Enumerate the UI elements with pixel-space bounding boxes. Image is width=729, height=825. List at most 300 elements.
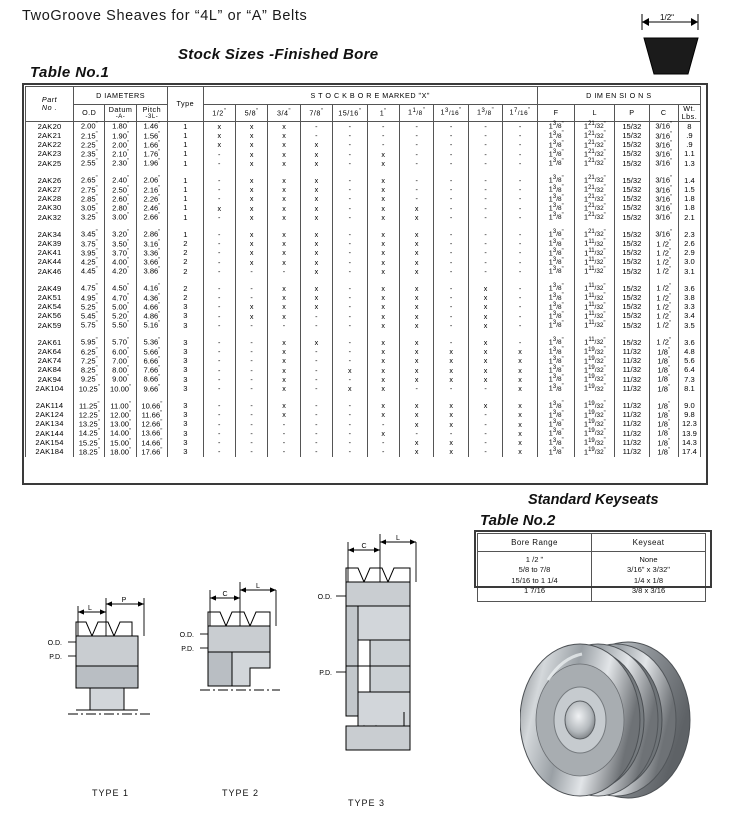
- cell-bore-9: -: [503, 258, 538, 267]
- cell-bore-9: -: [503, 239, 538, 248]
- cell-bore-5: x: [367, 204, 399, 213]
- col-header-bore-9: $1^7/16^ʺ$: [503, 105, 538, 122]
- cell-bore-3: x: [300, 303, 332, 312]
- cell-type: 3: [168, 357, 204, 366]
- cell-l: $1^{21}/32^ʺ$: [575, 204, 615, 213]
- cell-l: $1^{11}/32^ʺ$: [575, 338, 615, 347]
- cell-datum: $2.40^ʺ$: [105, 176, 136, 185]
- cell-od: $7.25^ʺ$: [74, 357, 105, 366]
- cell-bore-4: -: [333, 293, 367, 302]
- cell-p: 11/32: [615, 401, 649, 410]
- cell-bore-3: -: [300, 438, 332, 447]
- cell-c: 1 $/2^ʺ$: [649, 293, 678, 302]
- col-header-c: C: [649, 105, 678, 122]
- cell-datum: $2.60^ʺ$: [105, 195, 136, 204]
- cell-f: $1^3/8^ʺ$: [537, 366, 575, 375]
- cell-bore-4: -: [333, 267, 367, 276]
- col-header-bore-0: $1/2^ʺ$: [203, 105, 235, 122]
- cell-pitch: $1.96^ʺ$: [136, 159, 167, 168]
- cell-bore-4: -: [333, 448, 367, 457]
- type1-od-label: O.D.: [47, 640, 62, 647]
- part-no-line1: Part: [41, 95, 58, 105]
- cell-od: $15.25^ʺ$: [74, 438, 105, 447]
- cell-p: 11/32: [615, 411, 649, 420]
- cell-l: $1^{21}/32^ʺ$: [575, 230, 615, 239]
- cell-bore-4: -: [333, 258, 367, 267]
- cell-c: $1/8^ʺ$: [649, 347, 678, 356]
- cell-bore-6: -: [399, 176, 433, 185]
- cell-bore-2: x: [268, 185, 300, 194]
- cell-part-no: 2AK59: [26, 321, 74, 330]
- cell-pitch: $2.86^ʺ$: [136, 230, 167, 239]
- cell-bore-4: -: [333, 303, 367, 312]
- cell-bore-2: x: [268, 347, 300, 356]
- cell-type: 1: [168, 131, 204, 140]
- cell-type: 1: [168, 159, 204, 168]
- cell-pitch: $5.36^ʺ$: [136, 338, 167, 347]
- cell-bore-2: x: [268, 131, 300, 140]
- cell-datum: $1.90^ʺ$: [105, 131, 136, 140]
- cell-f: $1^3/8^ʺ$: [537, 429, 575, 438]
- cell-l: $1^{21}/32^ʺ$: [575, 176, 615, 185]
- cell-bore-0: x: [203, 204, 235, 213]
- cell-l: $1^{19}/32^ʺ$: [575, 420, 615, 429]
- cell-datum: $4.70^ʺ$: [105, 293, 136, 302]
- cell-bore-5: x: [367, 258, 399, 267]
- cell-bore-9: -: [503, 213, 538, 222]
- cell-bore-6: -: [399, 195, 433, 204]
- cell-bore-6: x: [399, 401, 433, 410]
- cell-pitch: $13.66^ʺ$: [136, 429, 167, 438]
- keyseats-title: Standard Keyseats: [528, 492, 659, 508]
- table-row: [26, 448, 701, 457]
- cell-bore-5: -: [367, 420, 399, 429]
- cell-bore-3: x: [300, 195, 332, 204]
- col-header-f: F: [537, 105, 575, 122]
- cell-part-no: 2AK20: [26, 122, 74, 132]
- cell-datum: $5.00^ʺ$: [105, 303, 136, 312]
- cell-bore-4: -: [333, 159, 367, 168]
- cell-wt: 3.6: [678, 284, 700, 293]
- cell-f: $1^3/8^ʺ$: [537, 249, 575, 258]
- cell-pitch: $8.66^ʺ$: [136, 375, 167, 384]
- cell-bore-0: -: [203, 239, 235, 248]
- cell-l: $1^{11}/32^ʺ$: [575, 303, 615, 312]
- sheave-product-photo: [520, 620, 720, 820]
- cell-bore-4: -: [333, 150, 367, 159]
- cell-bore-8: -: [468, 150, 502, 159]
- cell-bore-3: x: [300, 150, 332, 159]
- cell-part-no: 2AK56: [26, 312, 74, 321]
- cell-part-no: 2AK22: [26, 141, 74, 150]
- page-subtitle: Stock Sizes -Finished Bore: [178, 46, 379, 63]
- cell-type: 1: [168, 150, 204, 159]
- cell-bore-1: -: [235, 429, 267, 438]
- cell-bore-2: -: [268, 429, 300, 438]
- cell-l: $1^{19}/32^ʺ$: [575, 438, 615, 447]
- cell-bore-7: x: [434, 347, 468, 356]
- cell-od: $2.75^ʺ$: [74, 185, 105, 194]
- cell-bore-7: -: [434, 176, 468, 185]
- cell-bore-1: -: [235, 347, 267, 356]
- cell-type: 3: [168, 420, 204, 429]
- cell-type: 1: [168, 185, 204, 194]
- cell-bore-8: -: [468, 141, 502, 150]
- cell-wt: 7.3: [678, 375, 700, 384]
- cell-bore-1: -: [235, 384, 267, 393]
- cell-datum: $4.50^ʺ$: [105, 284, 136, 293]
- cell-wt: 1.8: [678, 204, 700, 213]
- cell-bore-4: -: [333, 401, 367, 410]
- cell-bore-8: x: [468, 303, 502, 312]
- cell-c: 1 $/2^ʺ$: [649, 284, 678, 293]
- cell-c: $3/16^ʺ$: [649, 230, 678, 239]
- cell-bore-7: -: [434, 131, 468, 140]
- cell-f: $1^3/8^ʺ$: [537, 384, 575, 393]
- cell-p: 15/32: [615, 176, 649, 185]
- cell-f: $1^3/8^ʺ$: [537, 239, 575, 248]
- type2-drawing: [200, 582, 280, 690]
- cell-datum: $15.00^ʺ$: [105, 438, 136, 447]
- cell-type: 3: [168, 321, 204, 330]
- cell-bore-0: -: [203, 213, 235, 222]
- cell-l: $1^{21}/32^ʺ$: [575, 159, 615, 168]
- cell-p: 15/32: [615, 141, 649, 150]
- cell-bore-6: x: [399, 293, 433, 302]
- cell-type: 3: [168, 429, 204, 438]
- cell-bore-9: x: [503, 347, 538, 356]
- cell-bore-2: x: [268, 122, 300, 132]
- cell-bore-0: -: [203, 420, 235, 429]
- cell-f: $1^3/8^ʺ$: [537, 150, 575, 159]
- cell-bore-7: -: [434, 284, 468, 293]
- cell-c: $3/16^ʺ$: [649, 213, 678, 222]
- cell-wt: 8.1: [678, 384, 700, 393]
- col-header-dimensions: D IM EN SI O N S: [537, 87, 700, 105]
- cell-part-no: 2AK124: [26, 411, 74, 420]
- keyseat-row: None: [639, 555, 658, 564]
- cell-wt: 2.3: [678, 230, 700, 239]
- cell-bore-8: -: [468, 185, 502, 194]
- cell-part-no: 2AK44: [26, 258, 74, 267]
- type2-c-label: C: [222, 591, 228, 598]
- cell-bore-7: x: [434, 401, 468, 410]
- cell-bore-0: -: [203, 384, 235, 393]
- type3-od-label: O.D.: [317, 594, 332, 601]
- cell-bore-7: -: [434, 429, 468, 438]
- cell-l: $1^{19}/32^ʺ$: [575, 401, 615, 410]
- cell-datum: $8.00^ʺ$: [105, 366, 136, 375]
- cell-part-no: 2AK26: [26, 176, 74, 185]
- cell-bore-9: x: [503, 384, 538, 393]
- cell-od: $3.45^ʺ$: [74, 230, 105, 239]
- cell-pitch: $1.76^ʺ$: [136, 150, 167, 159]
- cell-c: 1 $/2^ʺ$: [649, 249, 678, 258]
- cell-bore-4: -: [333, 185, 367, 194]
- cell-bore-0: x: [203, 122, 235, 132]
- cell-pitch: $7.66^ʺ$: [136, 366, 167, 375]
- cell-f: $1^3/8^ʺ$: [537, 141, 575, 150]
- cell-bore-5: -: [367, 448, 399, 457]
- cell-bore-3: -: [300, 347, 332, 356]
- cell-p: 15/32: [615, 249, 649, 258]
- cell-bore-5: x: [367, 401, 399, 410]
- cell-wt: 2.9: [678, 249, 700, 258]
- cell-bore-8: -: [468, 239, 502, 248]
- type1-p-label: P: [121, 597, 127, 604]
- cell-bore-2: x: [268, 312, 300, 321]
- cell-bore-4: -: [333, 122, 367, 132]
- cell-bore-6: -: [399, 185, 433, 194]
- col-header-od: O.D: [74, 105, 105, 122]
- cell-bore-6: x: [399, 239, 433, 248]
- cell-f: $1^3/8^ʺ$: [537, 338, 575, 347]
- cell-c: $1/8^ʺ$: [649, 384, 678, 393]
- cell-bore-2: x: [268, 303, 300, 312]
- cell-bore-8: -: [468, 159, 502, 168]
- cell-pitch: $4.16^ʺ$: [136, 284, 167, 293]
- cell-l: $1^{21}/32^ʺ$: [575, 150, 615, 159]
- cell-bore-7: -: [434, 249, 468, 258]
- cell-bore-0: -: [203, 258, 235, 267]
- cell-bore-5: x: [367, 303, 399, 312]
- cell-c: $3/16^ʺ$: [649, 204, 678, 213]
- cell-bore-9: x: [503, 438, 538, 447]
- cell-datum: $5.20^ʺ$: [105, 312, 136, 321]
- cell-pitch: $1.56^ʺ$: [136, 131, 167, 140]
- cell-type: 3: [168, 438, 204, 447]
- cell-bore-6: -: [399, 131, 433, 140]
- cell-bore-6: x: [399, 438, 433, 447]
- type2-pd-label: P.D.: [181, 646, 194, 653]
- cell-od: $3.75^ʺ$: [74, 239, 105, 248]
- cell-f: $1^3/8^ʺ$: [537, 293, 575, 302]
- cell-bore-0: x: [203, 141, 235, 150]
- type3-pd-label: P.D.: [319, 670, 332, 677]
- cell-c: $3/16^ʺ$: [649, 141, 678, 150]
- cell-c: 1 $/2^ʺ$: [649, 312, 678, 321]
- cell-bore-5: x: [367, 213, 399, 222]
- cell-bore-2: x: [268, 401, 300, 410]
- cell-bore-4: -: [333, 338, 367, 347]
- cell-datum: $2.00^ʺ$: [105, 141, 136, 150]
- cell-od: $2.55^ʺ$: [74, 159, 105, 168]
- cell-bore-6: x: [399, 347, 433, 356]
- cell-bore-1: -: [235, 375, 267, 384]
- cell-bore-6: x: [399, 230, 433, 239]
- cell-part-no: 2AK114: [26, 401, 74, 410]
- cell-type: 3: [168, 448, 204, 457]
- table2-label: Table No.2: [480, 512, 556, 529]
- cell-bore-3: x: [300, 230, 332, 239]
- cell-c: 1 $/2^ʺ$: [649, 303, 678, 312]
- cell-f: $1^3/8^ʺ$: [537, 131, 575, 140]
- cell-part-no: 2AK21: [26, 131, 74, 140]
- cell-bore-8: -: [468, 438, 502, 447]
- cell-bore-8: -: [468, 448, 502, 457]
- cell-bore-0: -: [203, 195, 235, 204]
- cell-l: $1^{19}/32^ʺ$: [575, 357, 615, 366]
- keyseats-table: [477, 533, 705, 602]
- cell-datum: $18.00^ʺ$: [105, 448, 136, 457]
- cell-type: 3: [168, 338, 204, 347]
- cell-type: 3: [168, 375, 204, 384]
- cell-bore-7: -: [434, 293, 468, 302]
- cell-bore-8: -: [468, 122, 502, 132]
- cell-bore-5: x: [367, 347, 399, 356]
- cell-bore-5: x: [367, 411, 399, 420]
- col-header-bore-6: $1^1/8^ʺ$: [399, 105, 433, 122]
- cell-bore-4: -: [333, 204, 367, 213]
- cell-bore-7: x: [434, 375, 468, 384]
- cell-bore-4: -: [333, 420, 367, 429]
- cell-bore-2: x: [268, 258, 300, 267]
- cell-f: $1^3/8^ʺ$: [537, 375, 575, 384]
- cell-f: $1^3/8^ʺ$: [537, 284, 575, 293]
- cell-bore-2: -: [268, 420, 300, 429]
- cell-bore-0: -: [203, 293, 235, 302]
- cell-bore-9: -: [503, 131, 538, 140]
- cell-type: 1: [168, 141, 204, 150]
- type3-label: TYPE 3: [348, 798, 386, 808]
- cell-wt: 8: [678, 122, 700, 132]
- keyseat-values: [592, 552, 706, 602]
- col-header-pitch: Pitch -3L-: [136, 105, 167, 122]
- cell-pitch: $17.66^ʺ$: [136, 448, 167, 457]
- cell-p: 15/32: [615, 284, 649, 293]
- cell-bore-2: x: [268, 357, 300, 366]
- cell-f: $1^3/8^ʺ$: [537, 213, 575, 222]
- cell-bore-9: x: [503, 375, 538, 384]
- cell-bore-4: -: [333, 347, 367, 356]
- cell-bore-9: -: [503, 204, 538, 213]
- cell-bore-1: x: [235, 204, 267, 213]
- cell-bore-0: -: [203, 347, 235, 356]
- cell-part-no: 2AK41: [26, 249, 74, 258]
- cell-part-no: 2AK23: [26, 150, 74, 159]
- cell-bore-5: -: [367, 438, 399, 447]
- cell-bore-9: -: [503, 159, 538, 168]
- type2-l-label: L: [256, 583, 260, 590]
- cell-c: $1/8^ʺ$: [649, 366, 678, 375]
- cell-part-no: 2AK154: [26, 438, 74, 447]
- cell-l: $1^{21}/32^ʺ$: [575, 185, 615, 194]
- cell-pitch: $6.66^ʺ$: [136, 357, 167, 366]
- table-row: [26, 384, 701, 393]
- cell-datum: $12.00^ʺ$: [105, 411, 136, 420]
- cell-bore-0: -: [203, 185, 235, 194]
- cell-bore-6: x: [399, 267, 433, 276]
- cell-bore-2: -: [268, 448, 300, 457]
- cell-p: 15/32: [615, 303, 649, 312]
- cell-bore-5: x: [367, 357, 399, 366]
- cell-bore-3: x: [300, 258, 332, 267]
- cell-bore-9: x: [503, 448, 538, 457]
- cell-bore-9: -: [503, 195, 538, 204]
- cell-bore-6: x: [399, 284, 433, 293]
- cell-bore-8: x: [468, 284, 502, 293]
- cell-bore-8: x: [468, 321, 502, 330]
- cell-part-no: 2AK64: [26, 347, 74, 356]
- cell-bore-6: -: [399, 150, 433, 159]
- cell-bore-8: x: [468, 375, 502, 384]
- cell-od: $2.35^ʺ$: [74, 150, 105, 159]
- cell-p: 15/32: [615, 159, 649, 168]
- cell-bore-7: x: [434, 366, 468, 375]
- cell-bore-0: -: [203, 338, 235, 347]
- cell-p: 11/32: [615, 448, 649, 457]
- cell-type: 1: [168, 213, 204, 222]
- cell-bore-1: -: [235, 338, 267, 347]
- cell-f: $1^3/8^ʺ$: [537, 347, 575, 356]
- cell-bore-4: -: [333, 411, 367, 420]
- cell-p: 15/32: [615, 185, 649, 194]
- cell-bore-3: -: [300, 375, 332, 384]
- cell-wt: 1.4: [678, 176, 700, 185]
- cell-pitch: $2.26^ʺ$: [136, 195, 167, 204]
- cell-bore-7: -: [434, 321, 468, 330]
- cell-bore-0: -: [203, 267, 235, 276]
- cell-pitch: $3.86^ʺ$: [136, 267, 167, 276]
- cell-wt: 1.5: [678, 185, 700, 194]
- cell-bore-5: x: [367, 338, 399, 347]
- cell-pitch: $4.36^ʺ$: [136, 293, 167, 302]
- cell-bore-2: x: [268, 411, 300, 420]
- cell-pitch: $3.66^ʺ$: [136, 258, 167, 267]
- cell-bore-8: -: [468, 204, 502, 213]
- cell-bore-4: x: [333, 384, 367, 393]
- cell-l: $1^{19}/32^ʺ$: [575, 384, 615, 393]
- col-header-type: Type: [168, 87, 204, 122]
- cell-bore-2: -: [268, 321, 300, 330]
- cell-bore-8: -: [468, 420, 502, 429]
- cell-od: $12.25^ʺ$: [74, 411, 105, 420]
- cell-bore-5: x: [367, 176, 399, 185]
- cell-bore-7: -: [434, 312, 468, 321]
- cell-bore-0: -: [203, 357, 235, 366]
- cell-pitch: $12.66^ʺ$: [136, 420, 167, 429]
- cell-bore-4: -: [333, 131, 367, 140]
- cell-bore-0: -: [203, 230, 235, 239]
- cell-type: 3: [168, 411, 204, 420]
- cell-bore-0: -: [203, 375, 235, 384]
- cell-od: $2.25^ʺ$: [74, 141, 105, 150]
- table-row: [26, 267, 701, 276]
- cell-p: 15/32: [615, 338, 649, 347]
- cell-bore-8: -: [468, 267, 502, 276]
- cell-l: $1^{11}/32^ʺ$: [575, 239, 615, 248]
- cell-bore-5: x: [367, 312, 399, 321]
- cell-bore-5: x: [367, 150, 399, 159]
- cell-bore-8: -: [468, 176, 502, 185]
- cell-bore-0: -: [203, 176, 235, 185]
- cell-l: $1^{11}/32^ʺ$: [575, 284, 615, 293]
- cell-bore-3: x: [300, 284, 332, 293]
- bore-range-row: 5/8 to 7/8: [518, 565, 551, 575]
- cell-f: $1^3/8^ʺ$: [537, 448, 575, 457]
- cell-l: $1^{19}/32^ʺ$: [575, 347, 615, 356]
- cell-c: $3/16^ʺ$: [649, 185, 678, 194]
- cell-bore-1: x: [235, 122, 267, 132]
- cell-od: $2.85^ʺ$: [74, 195, 105, 204]
- cell-bore-1: -: [235, 366, 267, 375]
- cell-wt: 3.0: [678, 258, 700, 267]
- cell-bore-2: x: [268, 159, 300, 168]
- cell-part-no: 2AK49: [26, 284, 74, 293]
- cell-bore-3: x: [300, 204, 332, 213]
- cell-datum: $3.50^ʺ$: [105, 239, 136, 248]
- cell-p: 11/32: [615, 375, 649, 384]
